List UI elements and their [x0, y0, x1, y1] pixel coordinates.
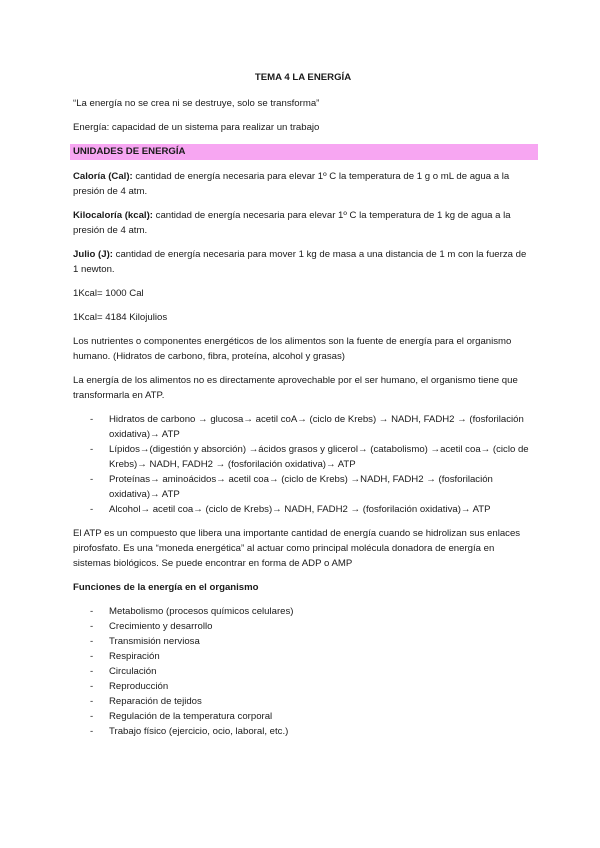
- transform-paragraph: La energía de los alimentos no es directamente aprovechable por el ser humano, el organismo tiene que transformarla en ATP.: [73, 375, 518, 401]
- list-item: - Alcohol→ acetil coa→ (ciclo de Krebs)→ NADH, FADH2 → (fosforilación oxidativa)→ ATP: [90, 504, 491, 515]
- unit-text: cantidad de energía necesaria para elevar 1º C la temperatura de 1 g o mL de agua a la presión de 4 atm.: [73, 171, 510, 197]
- dash-marker: -: [90, 681, 94, 692]
- dash-marker: -: [90, 726, 94, 737]
- list-item: - Crecimiento y desarrollo: [90, 621, 213, 632]
- unit-term: Julio (J):: [73, 249, 113, 260]
- energy-definition: Energía: capacidad de un sistema para realizar un trabajo: [73, 122, 320, 133]
- list-item: - Regulación de la temperatura corporal: [90, 711, 273, 722]
- unit-term: Kilocaloría (kcal):: [73, 210, 153, 221]
- unit-term: Caloría (Cal):: [73, 171, 133, 182]
- dash-marker: -: [90, 414, 94, 425]
- list-item: - Respiración: [90, 651, 160, 662]
- nutrients-paragraph: Los nutrientes o componentes energéticos de los alimentos son la fuente de energía para el organismo humano. (Hidratos de carbono, fibra, proteína, alcohol y grasas): [73, 336, 512, 362]
- list-item: - Reparación de tejidos: [90, 696, 202, 707]
- unit-joule: [73, 247, 533, 277]
- dash-marker: -: [90, 444, 94, 455]
- page-title: TEMA 4 LA ENERGÍA: [254, 72, 352, 83]
- list-item: - Trabajo físico (ejercicio, ocio, laboral, etc.): [90, 726, 289, 737]
- list-item: - Hidratos de carbono → glucosa→ acetil coA→ (ciclo de Krebs) → NADH, FADH2 → (fosforilación oxidativa)→ ATP: [90, 414, 524, 440]
- dash-marker: -: [90, 504, 94, 515]
- units-heading: UNIDADES DE ENERGÍA: [70, 144, 538, 160]
- pathway-list: [73, 412, 533, 517]
- dash-marker: -: [90, 711, 94, 722]
- document-body: [73, 70, 533, 748]
- list-item: - Reproducción: [90, 681, 169, 692]
- unit-text: cantidad de energía necesaria para elevar 1º C la temperatura de 1 kg de agua a la presión de 4 atm.: [73, 210, 511, 236]
- functions-heading: Funciones de la energía en el organismo: [73, 582, 259, 593]
- atp-paragraph: El ATP es un compuesto que libera una importante cantidad de energía cuando se hidrolizan sus enlaces pirofosfato. Es una “moneda energética” al actuar como principal molécula donadora de energía en sistemas biológicos. Se puede encontrar en forma de ADP o AMP: [73, 528, 521, 569]
- list-item: - Transmisión nerviosa: [90, 636, 200, 647]
- equivalence-cal: 1Kcal= 1000 Cal: [73, 288, 144, 299]
- list-item: - Proteínas→ aminoácidos→ acetil coa→ (ciclo de Krebs) →NADH, FADH2 → (fosforilación oxidativa)→ ATP: [90, 474, 493, 500]
- list-item: - Lípidos→(digestión y absorción) →ácidos grasos y glicerol→ (catabolismo) →acetil coa→ (ciclo de Krebs)→ NADH, FADH2 → (fosforilación oxidativa)→ ATP: [90, 444, 529, 470]
- list-item: - Metabolismo (procesos químicos celulares): [90, 606, 294, 617]
- list-item: - Circulación: [90, 666, 157, 677]
- dash-marker: -: [90, 651, 94, 662]
- quote: “La energía no se crea ni se destruye, solo se transforma”: [73, 98, 320, 109]
- unit-text: cantidad de energía necesaria para mover 1 kg de masa a una distancia de 1 m con la fuerza de 1 newton.: [73, 249, 527, 275]
- dash-marker: -: [90, 474, 94, 485]
- equivalence-kj: 1Kcal= 4184 Kilojulios: [73, 312, 168, 323]
- unit-calorie: [73, 169, 533, 199]
- dash-marker: -: [90, 621, 94, 632]
- dash-marker: -: [90, 636, 94, 647]
- functions-list: [73, 604, 533, 739]
- dash-marker: -: [90, 666, 94, 677]
- dash-marker: -: [90, 606, 94, 617]
- unit-kilocalorie: [73, 208, 533, 238]
- dash-marker: -: [90, 696, 94, 707]
